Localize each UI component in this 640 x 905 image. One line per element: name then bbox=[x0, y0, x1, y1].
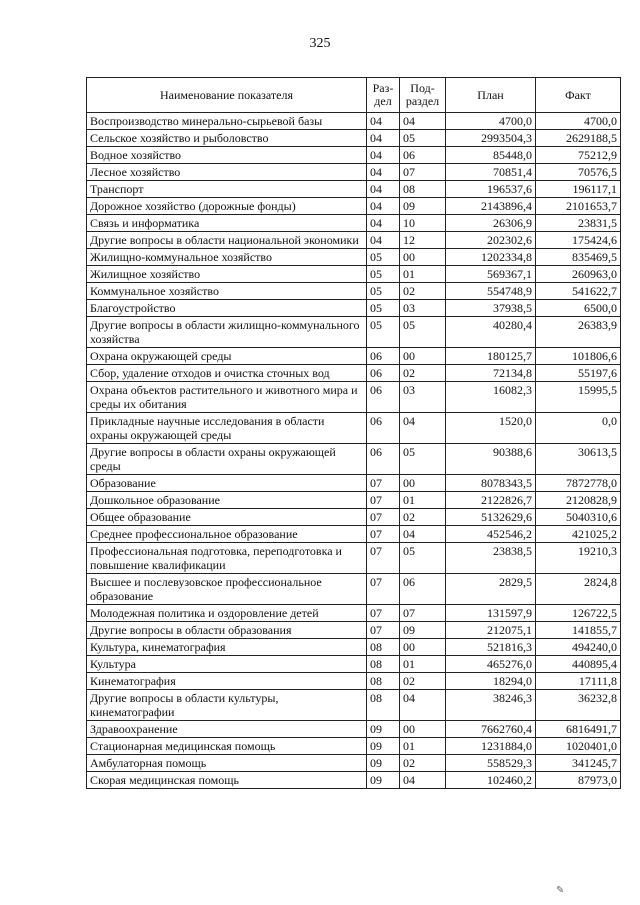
table-row bbox=[87, 690, 621, 721]
row-name: Лесное хозяйство bbox=[87, 164, 367, 181]
row-name: Другие вопросы в области национальной экономики bbox=[87, 232, 367, 249]
table-row bbox=[87, 215, 621, 232]
row-name: Культура, кинематография bbox=[87, 639, 367, 656]
table-row bbox=[87, 605, 621, 622]
row-plan: 1202334,8 bbox=[446, 249, 536, 266]
row-plan: 452546,2 bbox=[446, 526, 536, 543]
table-row bbox=[87, 130, 621, 147]
row-plan: 7662760,4 bbox=[446, 721, 536, 738]
row-razdel: 07 bbox=[367, 622, 400, 639]
row-plan: 18294,0 bbox=[446, 673, 536, 690]
table-row bbox=[87, 147, 621, 164]
row-plan: 569367,1 bbox=[446, 266, 536, 283]
row-plan: 90388,6 bbox=[446, 444, 536, 475]
row-name: Прикладные научные исследования в области охраны окружающей среды bbox=[87, 413, 367, 444]
row-name: Коммунальное хозяйство bbox=[87, 283, 367, 300]
row-name: Другие вопросы в области жилищно-коммунального хозяйства bbox=[87, 317, 367, 348]
row-name: Благоустройство bbox=[87, 300, 367, 317]
row-fact: 341245,7 bbox=[536, 755, 621, 772]
row-name: Профессиональная подготовка, переподготовка и повышение квалификации bbox=[87, 543, 367, 574]
table-row bbox=[87, 526, 621, 543]
row-plan: 2829,5 bbox=[446, 574, 536, 605]
row-name: Дорожное хозяйство (дорожные фонды) bbox=[87, 198, 367, 215]
row-razdel: 05 bbox=[367, 283, 400, 300]
row-podrazdel: 03 bbox=[400, 382, 446, 413]
row-razdel: 08 bbox=[367, 656, 400, 673]
row-name: Кинематография bbox=[87, 673, 367, 690]
row-razdel: 07 bbox=[367, 605, 400, 622]
row-razdel: 07 bbox=[367, 509, 400, 526]
row-name: Охрана объектов растительного и животного мира и среды их обитания bbox=[87, 382, 367, 413]
table-row bbox=[87, 365, 621, 382]
row-razdel: 07 bbox=[367, 492, 400, 509]
row-podrazdel: 12 bbox=[400, 232, 446, 249]
row-fact: 87973,0 bbox=[536, 772, 621, 789]
table-row bbox=[87, 444, 621, 475]
header-name-label: Наименование показателя bbox=[160, 87, 293, 102]
row-fact: 30613,5 bbox=[536, 444, 621, 475]
table-row bbox=[87, 772, 621, 789]
row-podrazdel: 03 bbox=[400, 300, 446, 317]
row-fact: 260963,0 bbox=[536, 266, 621, 283]
table-row bbox=[87, 348, 621, 365]
row-plan: 180125,7 bbox=[446, 348, 536, 365]
row-name: Стационарная медицинская помощь bbox=[87, 738, 367, 755]
row-podrazdel: 06 bbox=[400, 147, 446, 164]
row-podrazdel: 07 bbox=[400, 164, 446, 181]
header-plan bbox=[446, 78, 536, 113]
row-razdel: 06 bbox=[367, 382, 400, 413]
table-row bbox=[87, 283, 621, 300]
header-fact bbox=[536, 78, 621, 113]
row-podrazdel: 00 bbox=[400, 348, 446, 365]
row-name: Другие вопросы в области охраны окружающей среды bbox=[87, 444, 367, 475]
row-podrazdel: 10 bbox=[400, 215, 446, 232]
row-podrazdel: 05 bbox=[400, 130, 446, 147]
row-fact: 5040310,6 bbox=[536, 509, 621, 526]
row-razdel: 04 bbox=[367, 215, 400, 232]
row-podrazdel: 08 bbox=[400, 181, 446, 198]
table-header-row bbox=[87, 78, 621, 113]
row-fact: 1020401,0 bbox=[536, 738, 621, 755]
row-plan: 38246,3 bbox=[446, 690, 536, 721]
row-fact: 494240,0 bbox=[536, 639, 621, 656]
row-razdel: 07 bbox=[367, 574, 400, 605]
row-plan: 8078343,5 bbox=[446, 475, 536, 492]
row-fact: 440895,4 bbox=[536, 656, 621, 673]
row-plan: 2993504,3 bbox=[446, 130, 536, 147]
row-plan: 2143896,4 bbox=[446, 198, 536, 215]
page-number: 325 bbox=[309, 36, 331, 51]
table-row bbox=[87, 164, 621, 181]
row-podrazdel: 01 bbox=[400, 492, 446, 509]
row-fact: 2101653,7 bbox=[536, 198, 621, 215]
row-plan: 102460,2 bbox=[446, 772, 536, 789]
row-razdel: 09 bbox=[367, 755, 400, 772]
row-razdel: 06 bbox=[367, 348, 400, 365]
row-razdel: 04 bbox=[367, 198, 400, 215]
row-podrazdel: 04 bbox=[400, 526, 446, 543]
table-row bbox=[87, 475, 621, 492]
header-podrazdel-label: Под- раздел bbox=[405, 81, 440, 108]
row-plan: 23838,5 bbox=[446, 543, 536, 574]
row-podrazdel: 04 bbox=[400, 413, 446, 444]
row-plan: 85448,0 bbox=[446, 147, 536, 164]
row-razdel: 05 bbox=[367, 317, 400, 348]
row-plan: 465276,0 bbox=[446, 656, 536, 673]
row-razdel: 06 bbox=[367, 413, 400, 444]
row-fact: 2824,8 bbox=[536, 574, 621, 605]
row-plan: 2122826,7 bbox=[446, 492, 536, 509]
row-fact: 126722,5 bbox=[536, 605, 621, 622]
row-plan: 5132629,6 bbox=[446, 509, 536, 526]
row-fact: 6816491,7 bbox=[536, 721, 621, 738]
table-row bbox=[87, 543, 621, 574]
row-fact: 23831,5 bbox=[536, 215, 621, 232]
row-fact: 2629188,5 bbox=[536, 130, 621, 147]
row-fact: 6500,0 bbox=[536, 300, 621, 317]
row-fact: 15995,5 bbox=[536, 382, 621, 413]
row-fact: 7872778,0 bbox=[536, 475, 621, 492]
row-podrazdel: 06 bbox=[400, 574, 446, 605]
table-row bbox=[87, 113, 621, 130]
row-plan: 37938,5 bbox=[446, 300, 536, 317]
table-row bbox=[87, 382, 621, 413]
table-row bbox=[87, 300, 621, 317]
row-razdel: 07 bbox=[367, 526, 400, 543]
row-fact: 141855,7 bbox=[536, 622, 621, 639]
row-fact: 36232,8 bbox=[536, 690, 621, 721]
table-row bbox=[87, 317, 621, 348]
row-plan: 558529,3 bbox=[446, 755, 536, 772]
row-razdel: 04 bbox=[367, 113, 400, 130]
table-row bbox=[87, 181, 621, 198]
table-row bbox=[87, 656, 621, 673]
row-name: Образование bbox=[87, 475, 367, 492]
row-podrazdel: 09 bbox=[400, 622, 446, 639]
row-razdel: 04 bbox=[367, 147, 400, 164]
row-fact: 4700,0 bbox=[536, 113, 621, 130]
row-podrazdel: 01 bbox=[400, 266, 446, 283]
row-plan: 1231884,0 bbox=[446, 738, 536, 755]
row-plan: 70851,4 bbox=[446, 164, 536, 181]
header-razdel-label: Раз- дел bbox=[372, 81, 394, 108]
row-podrazdel: 00 bbox=[400, 639, 446, 656]
scan-mark: ✎ bbox=[556, 885, 565, 896]
table-row bbox=[87, 249, 621, 266]
row-name: Сбор, удаление отходов и очистка сточных вод bbox=[87, 365, 367, 382]
row-razdel: 09 bbox=[367, 772, 400, 789]
row-razdel: 08 bbox=[367, 639, 400, 656]
row-name: Другие вопросы в области образования bbox=[87, 622, 367, 639]
header-razdel bbox=[367, 78, 400, 113]
row-podrazdel: 00 bbox=[400, 475, 446, 492]
row-razdel: 07 bbox=[367, 475, 400, 492]
row-plan: 26306,9 bbox=[446, 215, 536, 232]
row-podrazdel: 00 bbox=[400, 721, 446, 738]
row-plan: 202302,6 bbox=[446, 232, 536, 249]
row-name: Высшее и послевузовское профессиональное образование bbox=[87, 574, 367, 605]
header-podrazdel bbox=[400, 78, 446, 113]
row-name: Воспроизводство минерально-сырьевой базы bbox=[87, 113, 367, 130]
row-razdel: 05 bbox=[367, 300, 400, 317]
row-plan: 554748,9 bbox=[446, 283, 536, 300]
row-name: Молодежная политика и оздоровление детей bbox=[87, 605, 367, 622]
row-fact: 70576,5 bbox=[536, 164, 621, 181]
row-fact: 196117,1 bbox=[536, 181, 621, 198]
row-fact: 19210,3 bbox=[536, 543, 621, 574]
row-plan: 131597,9 bbox=[446, 605, 536, 622]
row-name: Транспорт bbox=[87, 181, 367, 198]
row-plan: 1520,0 bbox=[446, 413, 536, 444]
row-podrazdel: 04 bbox=[400, 113, 446, 130]
row-plan: 16082,3 bbox=[446, 382, 536, 413]
table-row bbox=[87, 721, 621, 738]
row-plan: 521816,3 bbox=[446, 639, 536, 656]
header-plan-label: План bbox=[477, 87, 504, 102]
row-razdel: 09 bbox=[367, 721, 400, 738]
row-podrazdel: 01 bbox=[400, 738, 446, 755]
row-podrazdel: 00 bbox=[400, 249, 446, 266]
table-row bbox=[87, 673, 621, 690]
row-plan: 196537,6 bbox=[446, 181, 536, 198]
table-row bbox=[87, 413, 621, 444]
row-name: Водное хозяйство bbox=[87, 147, 367, 164]
row-name: Здравоохранение bbox=[87, 721, 367, 738]
row-podrazdel: 07 bbox=[400, 605, 446, 622]
row-fact: 101806,6 bbox=[536, 348, 621, 365]
table-row bbox=[87, 198, 621, 215]
header-name bbox=[87, 78, 367, 113]
row-razdel: 05 bbox=[367, 249, 400, 266]
table-row bbox=[87, 738, 621, 755]
row-podrazdel: 05 bbox=[400, 444, 446, 475]
table-row bbox=[87, 492, 621, 509]
row-fact: 55197,6 bbox=[536, 365, 621, 382]
row-name: Другие вопросы в области культуры, кинематографии bbox=[87, 690, 367, 721]
row-fact: 835469,5 bbox=[536, 249, 621, 266]
row-fact: 175424,6 bbox=[536, 232, 621, 249]
row-fact: 421025,2 bbox=[536, 526, 621, 543]
row-fact: 17111,8 bbox=[536, 673, 621, 690]
table-row bbox=[87, 509, 621, 526]
table-row bbox=[87, 266, 621, 283]
row-razdel: 04 bbox=[367, 130, 400, 147]
row-name: Скорая медицинская помощь bbox=[87, 772, 367, 789]
row-podrazdel: 02 bbox=[400, 755, 446, 772]
table-row bbox=[87, 574, 621, 605]
row-razdel: 04 bbox=[367, 232, 400, 249]
row-razdel: 06 bbox=[367, 365, 400, 382]
row-name: Жилищно-коммунальное хозяйство bbox=[87, 249, 367, 266]
row-fact: 75212,9 bbox=[536, 147, 621, 164]
row-razdel: 04 bbox=[367, 181, 400, 198]
row-name: Сельское хозяйство и рыболовство bbox=[87, 130, 367, 147]
table-row bbox=[87, 232, 621, 249]
table-row bbox=[87, 622, 621, 639]
row-name: Связь и информатика bbox=[87, 215, 367, 232]
table-body bbox=[87, 113, 621, 789]
row-podrazdel: 05 bbox=[400, 317, 446, 348]
table-row bbox=[87, 755, 621, 772]
row-name: Охрана окружающей среды bbox=[87, 348, 367, 365]
row-podrazdel: 09 bbox=[400, 198, 446, 215]
row-fact: 2120828,9 bbox=[536, 492, 621, 509]
row-razdel: 06 bbox=[367, 444, 400, 475]
row-razdel: 08 bbox=[367, 673, 400, 690]
row-podrazdel: 02 bbox=[400, 365, 446, 382]
row-plan: 40280,4 bbox=[446, 317, 536, 348]
row-podrazdel: 04 bbox=[400, 772, 446, 789]
row-plan: 72134,8 bbox=[446, 365, 536, 382]
row-fact: 0,0 bbox=[536, 413, 621, 444]
row-plan: 212075,1 bbox=[446, 622, 536, 639]
row-podrazdel: 05 bbox=[400, 543, 446, 574]
row-fact: 541622,7 bbox=[536, 283, 621, 300]
row-razdel: 09 bbox=[367, 738, 400, 755]
row-name: Амбулаторная помощь bbox=[87, 755, 367, 772]
row-razdel: 08 bbox=[367, 690, 400, 721]
row-podrazdel: 02 bbox=[400, 509, 446, 526]
row-podrazdel: 01 bbox=[400, 656, 446, 673]
row-name: Среднее профессиональное образование bbox=[87, 526, 367, 543]
table-row bbox=[87, 639, 621, 656]
row-name: Общее образование bbox=[87, 509, 367, 526]
row-plan: 4700,0 bbox=[446, 113, 536, 130]
row-podrazdel: 02 bbox=[400, 673, 446, 690]
row-name: Культура bbox=[87, 656, 367, 673]
budget-table bbox=[86, 77, 621, 789]
row-podrazdel: 02 bbox=[400, 283, 446, 300]
row-fact: 26383,9 bbox=[536, 317, 621, 348]
row-razdel: 04 bbox=[367, 164, 400, 181]
header-fact-label: Факт bbox=[565, 87, 591, 102]
row-razdel: 05 bbox=[367, 266, 400, 283]
row-name: Жилищное хозяйство bbox=[87, 266, 367, 283]
row-name: Дошкольное образование bbox=[87, 492, 367, 509]
row-razdel: 07 bbox=[367, 543, 400, 574]
row-podrazdel: 04 bbox=[400, 690, 446, 721]
